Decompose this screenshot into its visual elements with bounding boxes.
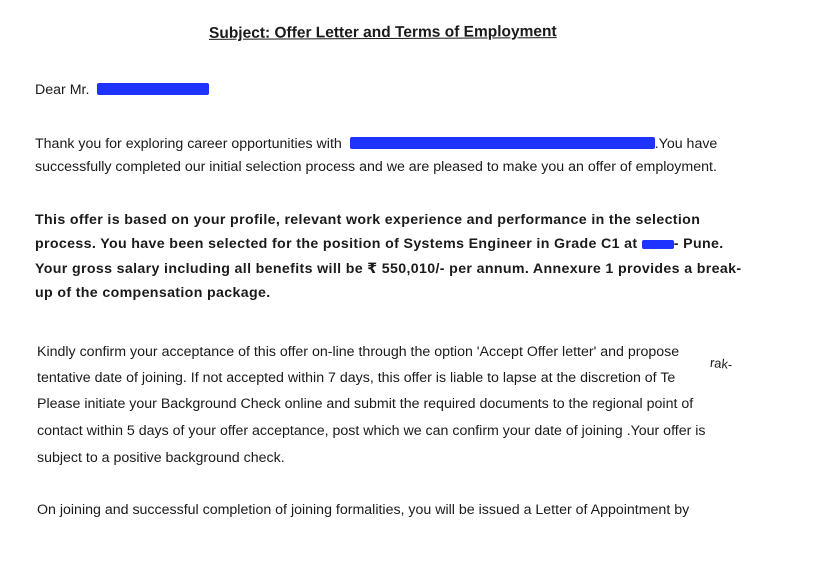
para1-text-a: Thank you for exploring career opportunities with [35, 136, 342, 152]
para2-text-a: process. You have been selected for the position of Systems Engineer in Grade C1 at [35, 236, 638, 252]
salutation: Dear Mr. [35, 82, 90, 98]
para3-line1: Kindly confirm your acceptance of this offer on-line through the option 'Accept Offer letter' and propose [37, 344, 680, 360]
para1-line1 [35, 135, 717, 153]
para3-line3: Please initiate your Background Check online and submit the required documents to the regional point of [37, 396, 694, 412]
para2-line1: This offer is based on your profile, relevant work experience and performance in the selection [35, 212, 701, 228]
para4-line1: On joining and successful completion of joining formalities, you will be issued a Letter of Appointment by [37, 502, 690, 518]
redacted-name [97, 83, 209, 95]
para3-line2: tentative date of joining. If not accepted within 7 days, this offer is liable to lapse at the discretion of Te [37, 370, 676, 386]
para2-text-d: 550,010/- per annum. Annexure 1 provides a break- [381, 261, 742, 277]
rupee-symbol: ₹ [367, 261, 378, 277]
para2-text-c: Your gross salary including all benefits will be [35, 261, 363, 277]
letter-subject: Subject: Offer Letter and Terms of Employment [208, 23, 557, 42]
para2-line4: up of the compensation package. [35, 285, 271, 301]
para3-overlay-text: rak- [709, 354, 734, 373]
para3-line4: contact within 5 days of your offer acceptance, post which we can confirm your date of joining .Your offer is [37, 423, 706, 439]
para3-line5: subject to a positive background check. [37, 450, 285, 466]
redacted-company [350, 137, 655, 149]
salutation-line [35, 81, 209, 99]
para1-text-b: .You have [654, 136, 718, 152]
para2-line2 [35, 235, 724, 253]
redacted-location [642, 240, 674, 249]
para1-line2: successfully completed our initial selection process and we are pleased to make you an offer of employment. [35, 159, 717, 175]
para2-text-b: - Pune. [673, 236, 724, 252]
para2-line3 [35, 260, 741, 278]
